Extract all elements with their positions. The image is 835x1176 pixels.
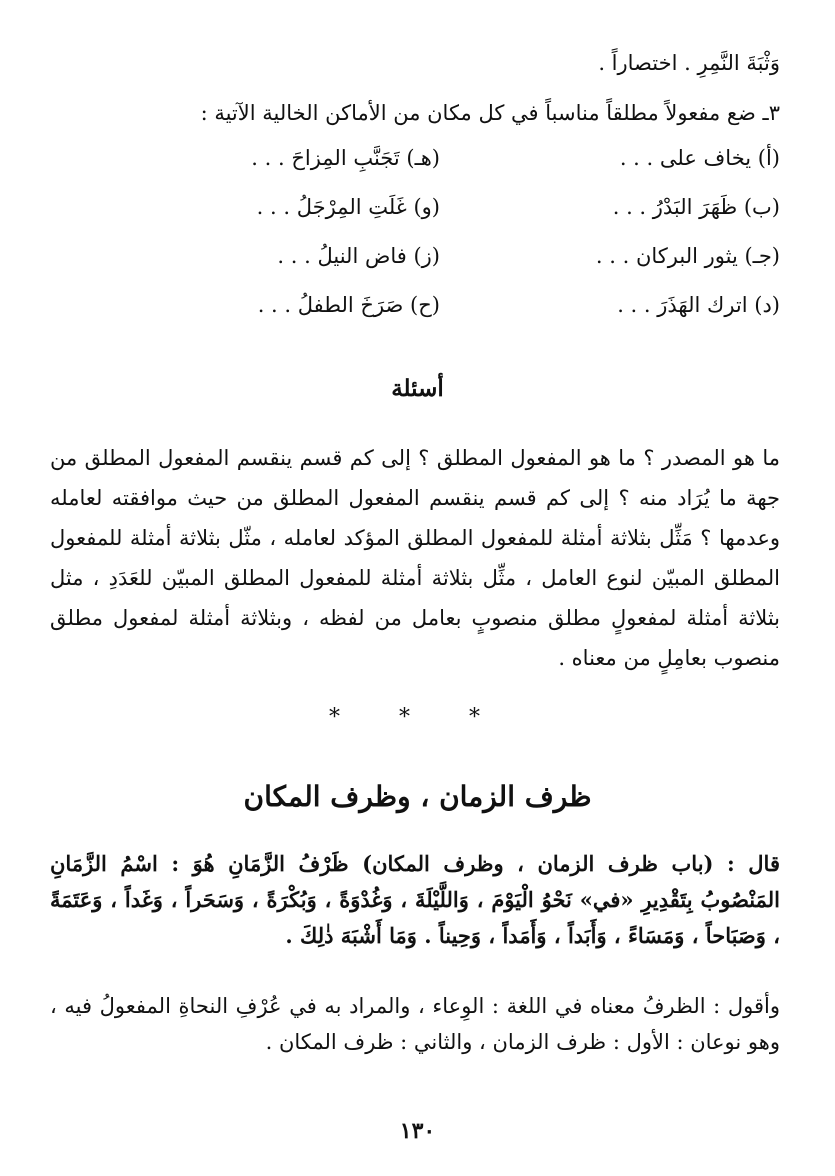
exercise-item-d: (د) اترك الهَذَرَ . . .: [617, 293, 780, 317]
section-title: ظرف الزمان ، وظرف المكان: [243, 780, 592, 813]
exercise-row: [55, 146, 780, 178]
questions-body: ما هو المصدر ؟ ما هو المفعول المطلق ؟ إلى كم قسم ينقسم المفعول المطلق من جهة ما يُرَاد منه ؟ إلى كم قسم ينقسم المفعول المطلق من حيث موافقته لعامله وعدمها ؟ مَثِّل بثلاثة أمثلة للمفعول المطلق المؤكد لعامله ، مثّل بثلاثة أمثلة للمفعول المطلق المبيّن لنوع العامل ، مثِّل بثلاثة أمثلة للمفعول المطلق المبيّن للعَدَدِ ، مثل بثلاثة أمثلة لمفعولٍ مطلق منصوبٍ بعامل من لفظه ، وبثلاثة أمثلة لمفعول مطلق منصوب بعامِلٍ من معناه .: [50, 446, 780, 670]
exercise-item-h: (ح) صَرَخَ الطفلُ . . .: [257, 293, 440, 317]
exercise-row: [55, 195, 780, 227]
questions-heading: أسئلة: [391, 375, 444, 402]
exercise-item-a: (أ) يخاف على . . .: [619, 146, 780, 170]
exercise-item-e: (هـ) تَجَنَّبِ المِزاحَ . . .: [251, 146, 440, 170]
exercise-item-j: (جـ) يثور البركان . . .: [595, 244, 780, 268]
page-number: ١٣٠: [399, 1118, 436, 1144]
exercise-row: [55, 293, 780, 325]
section-quote: قال : (باب ظرف الزمان ، وظرف المكان) ظَرْفُ الزَّمَانِ هُوَ : اسْمُ الزَّمَانِ المَنْصُوبُ بِتَقْدِيرِ «في» نَحْوُ الْيَوْمَ ، وَاللَّيْلَةَ ، وَغُدْوَةً ، وَبُكْرَةً ، وَسَحَراً ، وَغَداً ، وَعَتَمَةً ، وَصَبَاحاً ، وَمَسَاءً ، وَأَبَداً ، وَأَمَداً ، وَحِيناً . وَمَا أَشْبَهَ ذٰلِكَ .: [50, 851, 780, 948]
exercise-item-w: (و) غَلَتِ المِرْجَلُ . . .: [256, 195, 440, 219]
section-separator: * * *: [329, 705, 506, 730]
exercise-row: [55, 244, 780, 276]
top-line: وَثْبَةَ النَّمِرِ . اختصاراً .: [598, 51, 780, 75]
exercise-item-b: (ب) ظَهَرَ البَدْرُ . . .: [612, 195, 780, 219]
exercise-title: ٣ـ ضع مفعولاً مطلقاً مناسباً في كل مكان من الأماكن الخالية الآتية :: [200, 101, 780, 125]
exercise-item-z: (ز) فاض النيلُ . . .: [277, 244, 440, 268]
section-commentary: وأقول : الظرفُ معناه في اللغة : الوِعاء ، والمراد به في عُرْفِ النحاةِ المفعولُ فيه ، وهو نوعان : الأول : ظرف الزمان ، والثاني : ظرف المكان .: [50, 994, 780, 1054]
